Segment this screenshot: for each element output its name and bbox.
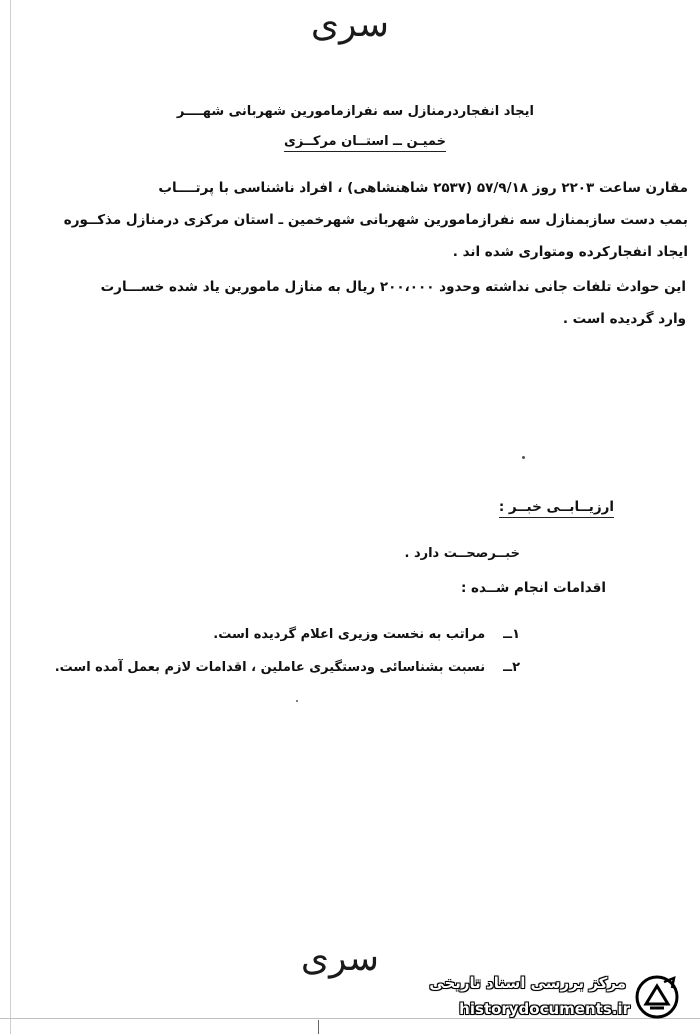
body-line-5: وارد گردیده است .: [562, 311, 686, 327]
action-text: مراتب به نخست وزیری اعلام گردیده است.: [213, 627, 486, 642]
assessment-heading: ارزیــابــی خبــر :: [499, 499, 614, 518]
body-line-2: بمب دست سازبمنازل سه نفرازمامورین شهربانی شهرخمین ـ استان مرکزی درمنازل مذکــوره: [63, 212, 688, 228]
watermark-title: مرکز بررسی اسناد تاریخی: [429, 974, 626, 992]
action-item-2: [55, 660, 520, 675]
action-text: نسبت بشناسائی ودستگیری عاملین ، اقدامات لازم بعمل آمده است.: [54, 660, 486, 675]
scan-tick-mark: [318, 1020, 319, 1034]
scan-speck: [296, 700, 298, 702]
title-line-1: ایجاد انفجاردرمنازل سه نفرازمامورین شهربانی شهــــر: [176, 104, 534, 119]
body-line-4: این حوادث تلفات جانی نداشته وحدود ۲۰۰،۰۰۰ ریال به منازل مامورین یاد شده خســـارت: [100, 279, 686, 295]
watermark-url: historydocuments.ir: [459, 1000, 630, 1018]
action-item-1: [213, 627, 520, 642]
action-number: ۱ــ: [503, 627, 520, 642]
actions-heading: اقدامات انجام شــده :: [460, 580, 606, 596]
classification-top: سری: [310, 4, 390, 45]
body-line-3: ایجاد انفجارکرده ومتواری شده اند .: [452, 244, 688, 260]
scan-speck: [522, 456, 525, 459]
archive-logo-icon: [634, 974, 680, 1020]
classification-bottom: سری: [300, 938, 380, 979]
body-line-1: مقارن ساعت ۲۲۰۳ روز ۵۷/۹/۱۸ (۲۵۳۷ شاهنشاهی) ، افراد ناشناسی با پرتــــاب: [158, 180, 688, 196]
assessment-text: خبــرصحــت دارد .: [404, 546, 520, 561]
action-number: ۲ــ: [503, 660, 520, 675]
watermark: [416, 968, 686, 1028]
title-line-2: خمیـن ــ استــان مرکــزی: [284, 134, 446, 152]
scan-edge-line: [10, 0, 11, 1034]
